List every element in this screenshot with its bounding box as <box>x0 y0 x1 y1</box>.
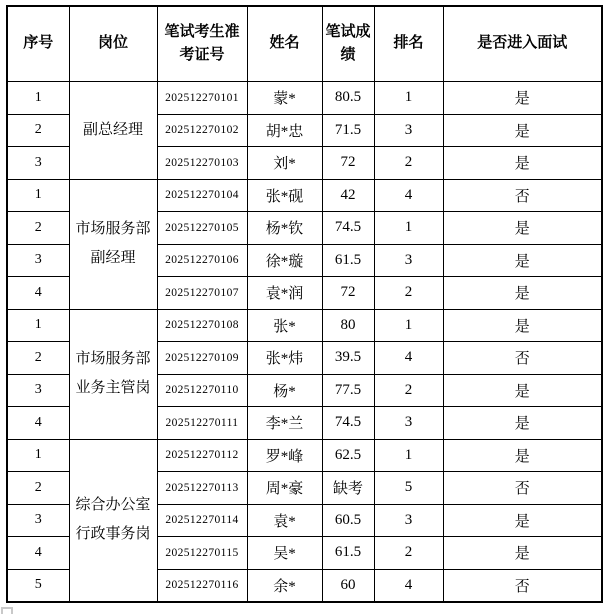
cell-rank: 2 <box>374 537 443 570</box>
cell-name: 李*兰 <box>247 407 322 440</box>
exam-results-table <box>6 5 603 603</box>
cell-no: 3 <box>7 244 69 277</box>
cell-score: 61.5 <box>322 244 374 277</box>
cell-name: 余* <box>247 569 322 602</box>
cell-position: 市场服务部副经理 <box>69 179 157 309</box>
cell-no: 4 <box>7 537 69 570</box>
cell-interview: 是 <box>443 244 602 277</box>
table-row <box>7 309 602 342</box>
cell-name: 袁* <box>247 504 322 537</box>
table-row <box>7 82 602 115</box>
cell-ticket: 202512270110 <box>157 374 247 407</box>
cell-score: 缺考 <box>322 472 374 505</box>
cell-name: 张*炜 <box>247 342 322 375</box>
cell-ticket: 202512270115 <box>157 537 247 570</box>
cell-interview: 是 <box>443 82 602 115</box>
cell-rank: 2 <box>374 374 443 407</box>
cell-name: 徐*璇 <box>247 244 322 277</box>
cell-ticket: 202512270112 <box>157 439 247 472</box>
cell-rank: 4 <box>374 569 443 602</box>
cell-score: 71.5 <box>322 114 374 147</box>
cell-position: 副总经理 <box>69 82 157 180</box>
cell-name: 张*砚 <box>247 179 322 212</box>
cell-ticket: 202512270116 <box>157 569 247 602</box>
cell-rank: 3 <box>374 114 443 147</box>
cell-ticket: 202512270104 <box>157 179 247 212</box>
cell-no: 2 <box>7 472 69 505</box>
cell-interview: 否 <box>443 569 602 602</box>
exam-results-table-container <box>6 5 603 603</box>
cell-ticket: 202512270113 <box>157 472 247 505</box>
cell-name: 胡*忠 <box>247 114 322 147</box>
cell-rank: 3 <box>374 504 443 537</box>
cell-rank: 3 <box>374 407 443 440</box>
header-score: 笔试成绩 <box>322 6 374 82</box>
table-row <box>7 179 602 212</box>
cell-ticket: 202512270109 <box>157 342 247 375</box>
cell-score: 60 <box>322 569 374 602</box>
cell-name: 周*豪 <box>247 472 322 505</box>
cell-ticket: 202512270106 <box>157 244 247 277</box>
cell-no: 1 <box>7 309 69 342</box>
cell-name: 刘* <box>247 147 322 180</box>
cell-no: 3 <box>7 374 69 407</box>
cell-ticket: 202512270105 <box>157 212 247 245</box>
cell-name: 杨* <box>247 374 322 407</box>
cell-no: 2 <box>7 212 69 245</box>
cell-position: 市场服务部业务主管岗 <box>69 309 157 439</box>
cell-interview: 是 <box>443 212 602 245</box>
cell-score: 42 <box>322 179 374 212</box>
cell-no: 3 <box>7 504 69 537</box>
cell-interview: 是 <box>443 439 602 472</box>
cell-rank: 4 <box>374 342 443 375</box>
cell-ticket: 202512270114 <box>157 504 247 537</box>
cell-name: 袁*润 <box>247 277 322 310</box>
table-resize-handle-artifact <box>1 607 13 614</box>
header-position: 岗位 <box>69 6 157 82</box>
cell-no: 1 <box>7 439 69 472</box>
cell-score: 80 <box>322 309 374 342</box>
cell-score: 74.5 <box>322 212 374 245</box>
header-interview: 是否进入面试 <box>443 6 602 82</box>
cell-score: 77.5 <box>322 374 374 407</box>
cell-interview: 是 <box>443 114 602 147</box>
cell-score: 72 <box>322 147 374 180</box>
cell-rank: 1 <box>374 212 443 245</box>
cell-score: 61.5 <box>322 537 374 570</box>
cell-interview: 否 <box>443 179 602 212</box>
cell-no: 4 <box>7 277 69 310</box>
cell-interview: 是 <box>443 309 602 342</box>
cell-rank: 2 <box>374 147 443 180</box>
cell-interview: 否 <box>443 342 602 375</box>
cell-name: 张* <box>247 309 322 342</box>
cell-rank: 1 <box>374 309 443 342</box>
cell-rank: 1 <box>374 439 443 472</box>
header-no: 序号 <box>7 6 69 82</box>
cell-score: 62.5 <box>322 439 374 472</box>
header-rank: 排名 <box>374 6 443 82</box>
cell-interview: 是 <box>443 147 602 180</box>
cell-interview: 是 <box>443 374 602 407</box>
cell-no: 3 <box>7 147 69 180</box>
cell-rank: 4 <box>374 179 443 212</box>
cell-name: 罗*峰 <box>247 439 322 472</box>
cell-no: 2 <box>7 114 69 147</box>
cell-name: 蒙* <box>247 82 322 115</box>
cell-position: 综合办公室行政事务岗 <box>69 439 157 602</box>
cell-interview: 是 <box>443 277 602 310</box>
cell-interview: 是 <box>443 407 602 440</box>
cell-ticket: 202512270101 <box>157 82 247 115</box>
cell-interview: 是 <box>443 504 602 537</box>
cell-score: 72 <box>322 277 374 310</box>
cell-ticket: 202512270111 <box>157 407 247 440</box>
cell-interview: 是 <box>443 537 602 570</box>
cell-no: 5 <box>7 569 69 602</box>
cell-no: 2 <box>7 342 69 375</box>
cell-name: 杨*钦 <box>247 212 322 245</box>
cell-score: 60.5 <box>322 504 374 537</box>
cell-rank: 5 <box>374 472 443 505</box>
cell-score: 80.5 <box>322 82 374 115</box>
cell-no: 4 <box>7 407 69 440</box>
header-name: 姓名 <box>247 6 322 82</box>
cell-ticket: 202512270103 <box>157 147 247 180</box>
cell-ticket: 202512270102 <box>157 114 247 147</box>
cell-score: 39.5 <box>322 342 374 375</box>
header-ticket: 笔试考生准考证号 <box>157 6 247 82</box>
cell-rank: 1 <box>374 82 443 115</box>
cell-no: 1 <box>7 82 69 115</box>
cell-ticket: 202512270108 <box>157 309 247 342</box>
header-row <box>7 6 602 82</box>
cell-no: 1 <box>7 179 69 212</box>
cell-score: 74.5 <box>322 407 374 440</box>
cell-name: 吴* <box>247 537 322 570</box>
cell-rank: 3 <box>374 244 443 277</box>
table-row <box>7 439 602 472</box>
cell-ticket: 202512270107 <box>157 277 247 310</box>
cell-rank: 2 <box>374 277 443 310</box>
cell-interview: 否 <box>443 472 602 505</box>
